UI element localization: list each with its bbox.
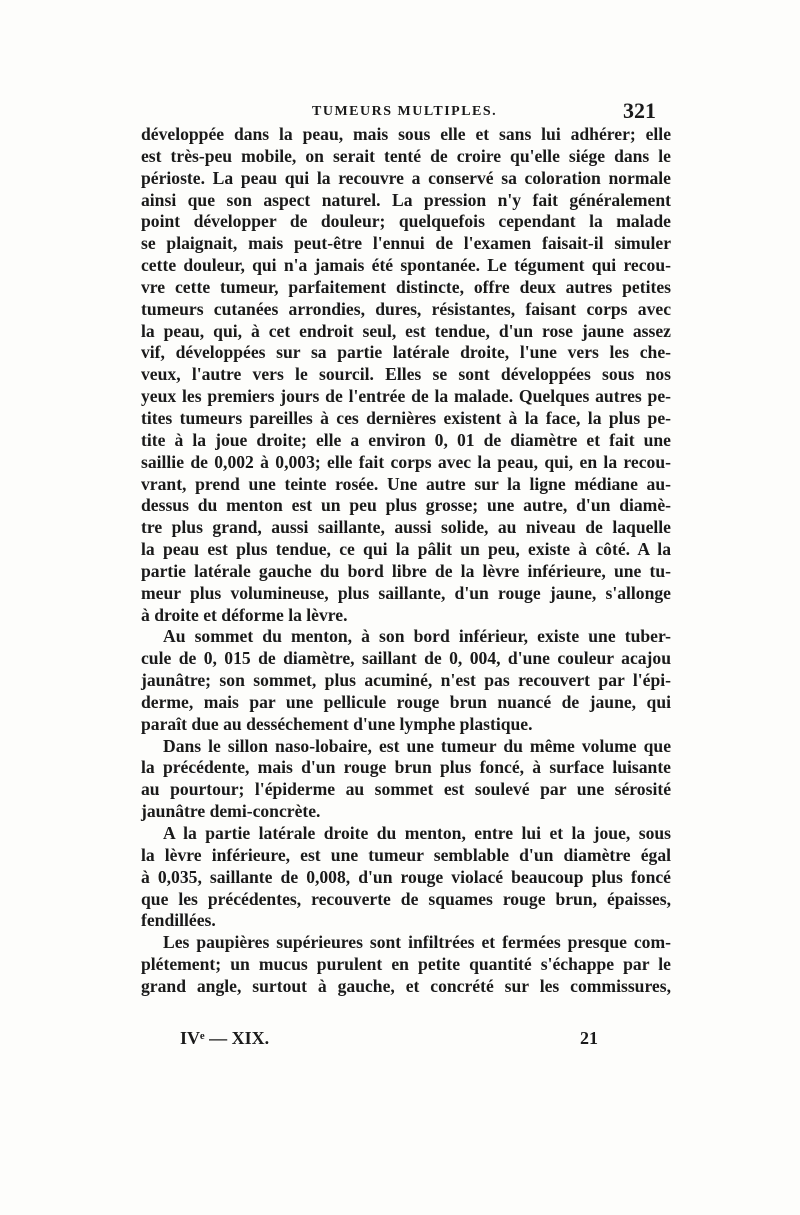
text-line: dessus du menton est un peu plus grosse; une autre, d'un diamè-: [141, 495, 671, 516]
page-number: 321: [623, 98, 656, 123]
running-title: TUMEURS MULTIPLES.: [312, 104, 498, 119]
page-footer: [180, 1028, 610, 1056]
text-line: tumeurs cutanées arrondies, dures, résistantes, faisant corps avec: [141, 298, 671, 319]
text-line: derme, mais par une pellicule rouge brun nuancé de jaune, qui: [141, 691, 671, 712]
signature-mark: IVᵉ — XIX.: [180, 1028, 270, 1048]
text-line: point développer de douleur; quelquefois cependant la malade: [141, 211, 671, 232]
text-line: à 0,035, saillante de 0,008, d'un rouge violacé beaucoup plus foncé: [141, 866, 671, 887]
text-line: vif, développées sur sa partie latérale droite, l'une vers les che-: [141, 342, 671, 363]
text-line: que les précédentes, recouverte de squames rouge brun, épaisses,: [141, 888, 671, 909]
text-line: la peau, qui, à cet endroit seul, est tendue, d'un rose jaune assez: [141, 320, 671, 341]
body-text: [141, 124, 671, 998]
text-line: au pourtour; l'épiderme au sommet est soulevé par une sérosité: [141, 779, 671, 800]
sheet-number: 21: [580, 1028, 598, 1048]
text-line: yeux les premiers jours de l'entrée de la malade. Quelques autres pe-: [141, 386, 671, 407]
text-line: ainsi que son aspect naturel. La pression n'y fait généralement: [141, 189, 671, 210]
text-line: tites tumeurs pareilles à ces dernières existent à la face, la plus pe-: [141, 407, 671, 428]
text-line: partie latérale gauche du bord libre de la lèvre inférieure, une tu-: [141, 560, 671, 581]
paragraph-start-line: Dans le sillon naso-lobaire, est une tumeur du même volume que: [163, 735, 671, 756]
text-line: saillie de 0,002 à 0,003; elle fait corps avec la peau, qui, en la recou-: [141, 451, 671, 472]
text-line: veux, l'autre vers le sourcil. Elles se sont développées sous nos: [141, 364, 671, 385]
text-line: la peau est plus tendue, ce qui la pâlit un peu, existe à côté. A la: [141, 539, 671, 560]
text-line: est très-peu mobile, on serait tenté de croire qu'elle siége dans le: [141, 145, 671, 166]
text-line: vre cette tumeur, parfaitement distincte, offre deux autres petites: [141, 276, 671, 297]
text-line: à droite et déforme la lèvre.: [141, 604, 348, 625]
text-line: développée dans la peau, mais sous elle et sans lui adhérer; elle: [141, 124, 671, 144]
text-line: paraît due au desséchement d'une lymphe plastique.: [141, 713, 533, 734]
text-line: grand angle, surtout à gauche, et concrété sur les commissures,: [141, 975, 671, 996]
text-line: la précédente, mais d'un rouge brun plus foncé, à surface luisante: [141, 757, 671, 778]
text-line: la lèvre inférieure, est une tumeur semblable d'un diamètre égal: [141, 844, 671, 865]
text-line: jaunâtre demi-concrète.: [141, 801, 321, 822]
paragraph-start-line: Les paupières supérieures sont infiltrées et fermées presque com-: [163, 932, 671, 953]
text-line: fendillées.: [141, 910, 216, 931]
text-line: cette douleur, qui n'a jamais été spontanée. Le tégument qui recou-: [141, 255, 671, 276]
text-line: cule de 0, 015 de diamètre, saillant de 0, 004, d'une couleur acajou: [141, 648, 671, 669]
text-line: tre plus grand, aussi saillante, aussi solide, au niveau de laquelle: [141, 517, 671, 538]
text-line: se plaignait, mais peut-être l'ennui de l'examen faisait-il simuler: [141, 233, 671, 254]
text-line: meur plus volumineuse, plus saillante, d'un rouge jaune, s'allonge: [141, 582, 671, 603]
paragraph-start-line: Au sommet du menton, à son bord inférieur, existe une tuber-: [163, 626, 671, 647]
text-line: jaunâtre; son sommet, plus acuminé, n'est pas recouvert par l'épi-: [141, 670, 671, 691]
text-line: plétement; un mucus purulent en petite quantité s'échappe par le: [141, 954, 671, 975]
paragraph-start-line: A la partie latérale droite du menton, entre lui et la joue, sous: [163, 823, 671, 843]
text-line: périoste. La peau qui la recouvre a conservé sa coloration normale: [141, 167, 671, 188]
text-line: vrant, prend une teinte rosée. Une autre sur la ligne médiane au-: [141, 473, 671, 494]
text-line: tite à la joue droite; elle a environ 0, 01 de diamètre et fait une: [141, 429, 671, 450]
